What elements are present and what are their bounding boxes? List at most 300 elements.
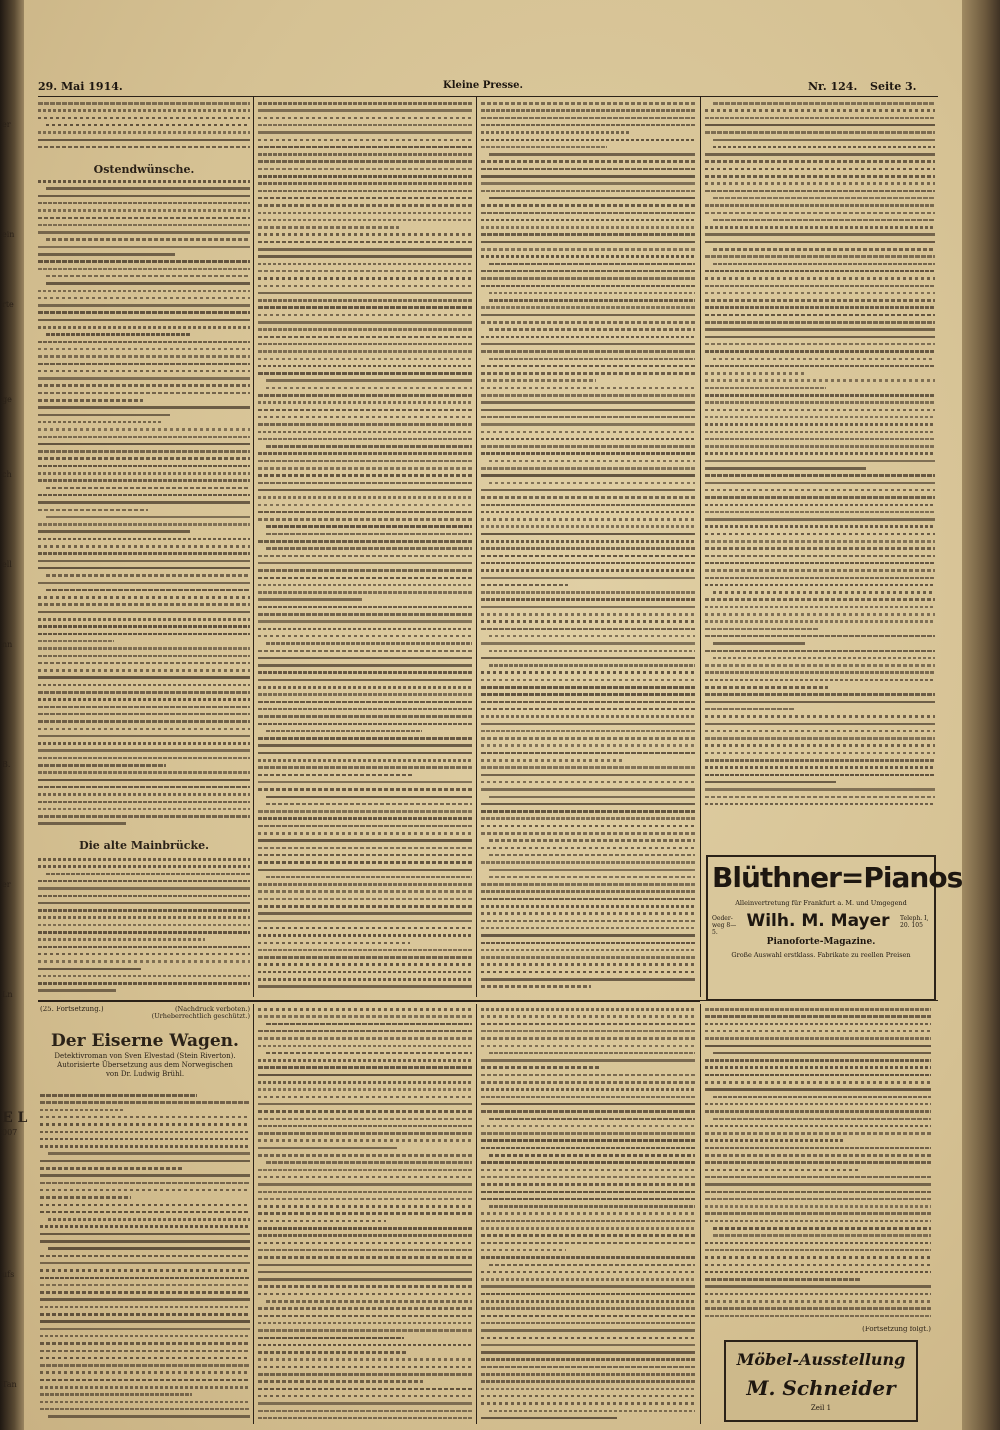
text-line — [481, 927, 695, 930]
text-line — [258, 1373, 472, 1376]
text-line — [481, 613, 695, 616]
text-line — [258, 1074, 472, 1077]
text-line — [705, 759, 935, 762]
text-line — [258, 1096, 472, 1099]
text-line — [38, 902, 250, 905]
text-line — [705, 328, 935, 331]
text-line — [258, 985, 472, 988]
text-line — [46, 275, 250, 278]
text-line — [40, 1240, 250, 1243]
text-line — [258, 365, 472, 368]
text-line — [713, 1118, 931, 1121]
text-line — [38, 909, 250, 912]
text-line — [38, 523, 250, 526]
margin-fragment: er — [2, 120, 11, 129]
text-line — [705, 766, 935, 769]
text-line — [266, 547, 472, 550]
text-line — [705, 1249, 931, 1252]
text-line — [481, 314, 695, 317]
text-line — [481, 1081, 695, 1084]
text-line — [705, 1045, 931, 1048]
text-line — [38, 202, 250, 205]
text-line — [481, 1125, 695, 1128]
text-line — [258, 905, 472, 908]
text-line — [713, 1234, 931, 1237]
text-line — [38, 640, 114, 643]
text-line — [705, 708, 794, 711]
text-line — [40, 1174, 250, 1177]
text-line — [258, 839, 472, 842]
text-line — [40, 1291, 250, 1294]
text-line — [258, 1388, 472, 1391]
text-line — [481, 1293, 695, 1296]
text-line — [705, 620, 935, 623]
text-line — [40, 1328, 250, 1331]
text-line — [46, 574, 250, 577]
feuilleton-rule — [38, 1000, 700, 1002]
text-line — [258, 496, 472, 499]
text-line — [481, 949, 695, 952]
text-line — [258, 1103, 472, 1106]
text-line — [258, 139, 472, 142]
text-line — [481, 168, 695, 171]
text-line — [258, 255, 472, 258]
column-rule — [253, 97, 254, 997]
text-line — [258, 197, 472, 200]
text-line — [481, 1329, 695, 1332]
text-line — [481, 175, 695, 178]
text-line — [481, 1373, 695, 1376]
text-line — [258, 898, 472, 901]
text-line — [481, 759, 624, 762]
text-line — [38, 436, 250, 439]
text-line — [713, 591, 935, 594]
text-line — [481, 883, 695, 886]
text-line — [705, 1212, 931, 1215]
text-line — [258, 102, 472, 105]
text-line — [38, 582, 250, 585]
text-line — [481, 737, 695, 740]
text-line — [481, 701, 695, 704]
text-line — [705, 292, 935, 295]
text-line — [258, 518, 472, 521]
ad-footer: Große Auswahl erstklass. Fabrikate zu reellen Preisen — [731, 951, 911, 959]
text-line — [705, 606, 935, 609]
text-line — [481, 912, 695, 915]
text-line — [705, 233, 935, 236]
text-line — [258, 1154, 472, 1157]
text-line — [481, 102, 695, 105]
text-line — [258, 635, 472, 638]
text-line — [38, 224, 250, 227]
text-line — [38, 655, 250, 658]
text-line — [40, 1109, 124, 1112]
ad-address: Oeder-weg 8—5. — [712, 915, 737, 936]
text-line — [489, 1154, 695, 1157]
text-line — [258, 204, 472, 207]
ad-telephone: Teleph. I, 20. 105 — [900, 915, 929, 929]
text-line — [481, 1249, 566, 1252]
text-line — [40, 1277, 250, 1280]
text-line — [713, 146, 935, 149]
text-line — [705, 781, 836, 784]
text-line — [258, 285, 472, 288]
text-line — [258, 1358, 472, 1361]
text-line — [705, 343, 935, 346]
text-line — [40, 1371, 250, 1374]
text-line — [258, 482, 472, 485]
text-line — [38, 720, 250, 723]
text-line — [258, 350, 472, 353]
text-line — [258, 328, 472, 331]
text-line — [38, 968, 141, 971]
text-line — [38, 960, 250, 963]
text-line — [38, 938, 205, 941]
text-line — [481, 409, 695, 412]
text-line — [705, 1300, 931, 1303]
text-line — [481, 160, 695, 163]
text-line — [481, 1045, 695, 1048]
text-line — [705, 1023, 931, 1026]
text-line — [38, 268, 250, 271]
text-line — [266, 796, 472, 799]
text-line — [266, 445, 472, 448]
text-line — [38, 633, 250, 636]
text-line — [705, 124, 935, 127]
text-line — [481, 1074, 695, 1077]
text-line — [705, 1198, 931, 1201]
text-line — [258, 1212, 472, 1215]
text-line — [258, 971, 472, 974]
text-line — [481, 496, 695, 499]
text-line — [38, 975, 250, 978]
text-line — [705, 628, 819, 631]
text-line — [40, 1393, 192, 1396]
text-line — [705, 336, 935, 339]
text-line — [258, 781, 472, 784]
text-line — [38, 916, 250, 919]
text-line — [38, 691, 250, 694]
text-line — [705, 460, 935, 463]
feuilleton-column-2-text — [258, 1006, 472, 1424]
text-line — [258, 1125, 472, 1128]
text-line — [258, 146, 472, 149]
text-line — [258, 927, 472, 930]
text-line — [481, 803, 695, 806]
text-line — [258, 1015, 472, 1018]
text-line — [705, 774, 935, 777]
text-line — [258, 277, 472, 280]
text-line — [489, 664, 695, 667]
text-line — [46, 187, 250, 190]
text-line — [258, 584, 472, 587]
text-line — [48, 1415, 250, 1418]
text-line — [481, 219, 695, 222]
text-line — [481, 1344, 695, 1347]
text-line — [481, 628, 695, 631]
text-line — [481, 467, 695, 470]
text-line — [258, 1198, 472, 1201]
text-line — [38, 290, 250, 293]
text-line — [258, 766, 472, 769]
page-number: Seite 3. — [870, 80, 917, 93]
text-line — [481, 963, 695, 966]
text-line — [481, 971, 695, 974]
text-line — [705, 613, 935, 616]
text-line — [481, 306, 695, 309]
text-line — [489, 263, 695, 266]
text-line — [705, 365, 935, 368]
text-line — [481, 898, 695, 901]
issue-number: Nr. 124. — [808, 80, 858, 93]
text-line — [258, 511, 472, 514]
text-line — [258, 664, 472, 667]
text-line — [38, 895, 250, 898]
text-line — [38, 764, 166, 767]
text-line — [258, 394, 472, 397]
text-line — [705, 212, 935, 215]
text-line — [481, 1066, 600, 1069]
text-line — [705, 650, 935, 653]
text-line — [258, 1307, 472, 1310]
text-line — [481, 343, 695, 346]
text-line — [705, 1256, 931, 1259]
text-line — [38, 304, 250, 307]
text-line — [481, 1388, 695, 1391]
text-line — [258, 1045, 472, 1048]
text-line — [481, 547, 695, 550]
text-line — [48, 1218, 250, 1221]
ad-dealer-name: Wilh. M. Mayer — [746, 911, 890, 931]
text-line — [481, 131, 630, 134]
text-line — [258, 423, 472, 426]
text-line — [489, 839, 695, 842]
text-line — [481, 1059, 695, 1062]
text-line — [38, 735, 250, 738]
text-line — [705, 511, 935, 514]
text-line — [489, 1118, 695, 1121]
text-line — [705, 1154, 931, 1157]
text-line — [38, 887, 250, 890]
text-line — [266, 533, 472, 536]
text-line — [40, 1386, 250, 1389]
text-line — [705, 1307, 931, 1310]
text-line — [705, 285, 935, 288]
text-line — [38, 246, 250, 249]
text-line — [705, 730, 935, 733]
text-line — [266, 1052, 472, 1055]
text-line — [481, 387, 695, 390]
text-line — [40, 1116, 250, 1119]
text-line — [489, 460, 695, 463]
text-line — [705, 1015, 931, 1018]
text-line — [481, 1132, 695, 1135]
text-line — [481, 1183, 695, 1186]
text-line — [705, 525, 935, 528]
text-line — [481, 978, 695, 981]
text-line — [705, 489, 935, 492]
text-line — [489, 1410, 695, 1413]
text-line — [258, 759, 472, 762]
text-line — [481, 1176, 695, 1179]
text-line — [481, 423, 695, 426]
text-line — [481, 679, 695, 682]
text-line — [258, 1242, 472, 1245]
text-line — [38, 253, 175, 256]
section-heading-mainbruecke: Die alte Mainbrücke. — [79, 839, 209, 852]
text-line — [48, 1247, 250, 1250]
text-line — [258, 306, 472, 309]
text-line — [705, 452, 935, 455]
text-line — [258, 431, 472, 434]
text-line — [705, 752, 935, 755]
text-line — [38, 209, 250, 212]
text-line — [258, 1059, 472, 1062]
text-line — [705, 1074, 931, 1077]
section-heading-ostendwuensche: Ostendwünsche. — [93, 163, 195, 176]
text-line — [481, 847, 695, 850]
text-line — [258, 1220, 386, 1223]
text-line — [266, 1300, 472, 1303]
text-line — [481, 723, 695, 726]
margin-fragment: B. — [2, 760, 11, 769]
text-line — [705, 1220, 931, 1223]
text-line — [481, 1096, 695, 1099]
text-line — [481, 438, 695, 441]
text-line — [481, 504, 695, 507]
text-line — [481, 1285, 695, 1288]
text-line — [258, 1030, 472, 1033]
text-line — [705, 175, 935, 178]
text-line — [258, 788, 472, 791]
text-line — [705, 1132, 931, 1135]
newspaper-title: Kleine Presse. — [443, 80, 524, 91]
text-line — [481, 1008, 695, 1011]
text-line — [705, 796, 935, 799]
text-line — [481, 861, 695, 864]
text-line — [481, 657, 695, 660]
text-line — [705, 1285, 931, 1288]
text-line — [40, 1182, 250, 1185]
text-line — [258, 708, 472, 711]
margin-fragment: ufs — [2, 1270, 15, 1279]
text-line — [258, 467, 472, 470]
text-line — [258, 263, 472, 266]
text-line — [258, 686, 472, 689]
text-line — [481, 511, 695, 514]
text-line — [705, 1176, 931, 1179]
text-line — [258, 248, 472, 251]
text-line — [481, 248, 695, 251]
text-line — [489, 482, 695, 485]
text-line — [705, 409, 935, 412]
text-line — [38, 676, 250, 679]
text-line — [258, 460, 472, 463]
text-line — [705, 723, 935, 726]
text-line — [258, 1337, 404, 1340]
text-line — [38, 808, 250, 811]
text-line — [705, 1081, 931, 1084]
text-line — [705, 379, 935, 382]
text-line — [481, 270, 695, 273]
text-line — [258, 1205, 472, 1208]
text-line — [481, 1271, 695, 1274]
text-line — [38, 319, 250, 322]
text-line — [705, 547, 935, 550]
text-line — [481, 620, 695, 623]
text-line — [38, 311, 250, 314]
text-line — [481, 1322, 695, 1325]
text-line — [38, 757, 250, 760]
text-line — [258, 555, 472, 558]
text-line — [46, 589, 250, 592]
text-line — [481, 1234, 695, 1237]
text-line — [705, 1088, 931, 1091]
text-line — [258, 1322, 472, 1325]
text-line — [38, 611, 250, 614]
text-line — [266, 379, 472, 382]
column-4-text — [705, 100, 935, 810]
text-line — [705, 387, 826, 390]
text-line — [481, 1402, 695, 1405]
text-line — [713, 657, 935, 660]
text-line — [258, 182, 472, 185]
ad-exhibition-title: Möbel-Ausstellung — [736, 1350, 906, 1369]
text-line — [258, 1147, 397, 1150]
text-line — [38, 786, 250, 789]
text-line — [266, 1023, 472, 1026]
text-line — [705, 372, 806, 375]
text-line — [481, 905, 695, 908]
text-line — [258, 598, 362, 601]
text-line — [481, 1212, 695, 1215]
ad-company-name: M. Schneider — [746, 1376, 896, 1400]
text-line — [38, 728, 250, 731]
text-line — [40, 1255, 250, 1258]
text-line — [481, 1256, 695, 1259]
text-line — [40, 1189, 250, 1192]
text-line — [258, 409, 472, 412]
text-line — [38, 669, 250, 672]
text-line — [481, 985, 591, 988]
text-line — [713, 139, 935, 142]
text-line — [40, 1350, 250, 1353]
text-line — [38, 217, 250, 220]
text-line — [258, 343, 472, 346]
text-line — [258, 1402, 472, 1405]
text-line — [481, 182, 695, 185]
text-line — [40, 1313, 250, 1316]
text-line — [38, 749, 250, 752]
margin-fragment: E L — [2, 1110, 28, 1126]
text-line — [40, 1211, 250, 1214]
text-line — [481, 372, 695, 375]
text-line — [38, 953, 250, 956]
text-line — [38, 822, 126, 825]
text-line — [40, 1167, 182, 1170]
text-line — [705, 1315, 931, 1318]
text-line — [38, 931, 250, 934]
text-line — [705, 562, 935, 565]
text-line — [489, 292, 695, 295]
text-line — [258, 912, 472, 915]
text-line — [481, 489, 695, 492]
text-line — [481, 445, 695, 448]
text-line — [705, 1037, 931, 1040]
text-line — [38, 618, 250, 621]
text-line — [258, 212, 472, 215]
text-line — [258, 168, 472, 171]
